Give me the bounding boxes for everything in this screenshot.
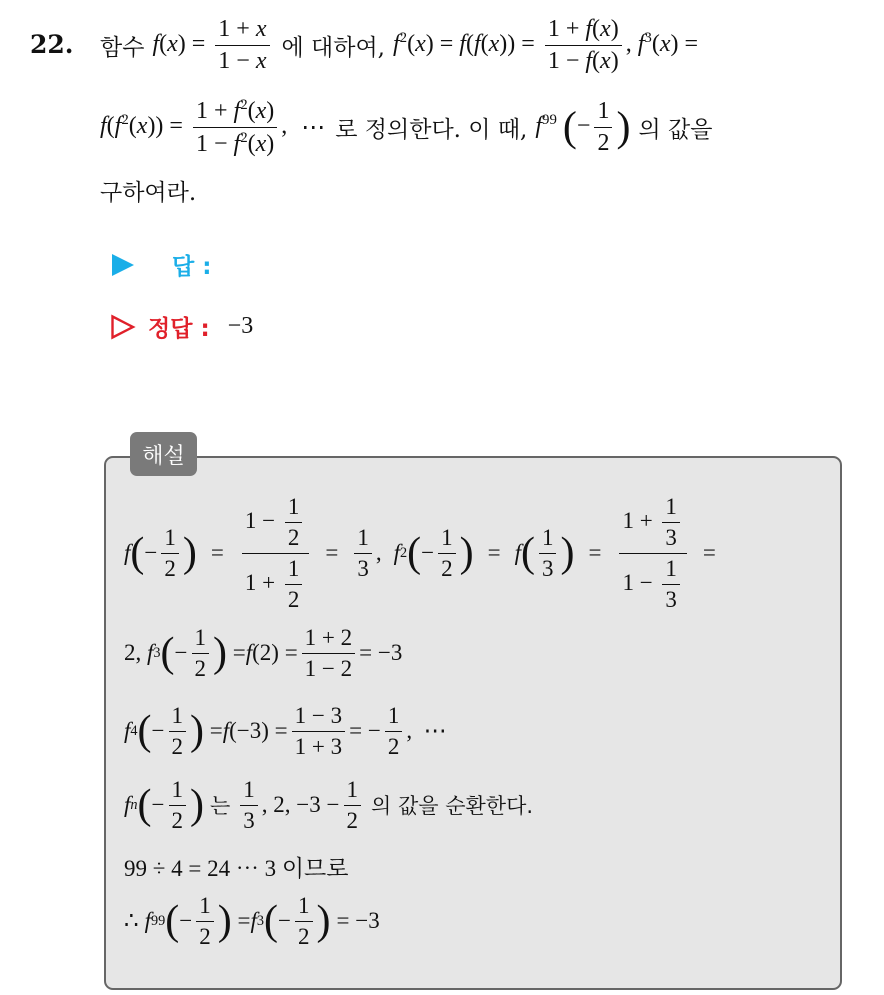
- fraction: $\frac{1}{2}$: [295, 893, 313, 950]
- fraction: $\frac{1 - 3}{1 + 3}$: [292, 703, 345, 760]
- solution-text-is: 는: [210, 794, 231, 818]
- fraction: 1 + $\frac{1}{3}$ 1 − $\frac{1}{3}$: [619, 494, 686, 613]
- math-f-def: f(x) = $\frac{1 + x}{1 - x}$: [152, 16, 273, 75]
- answer-label: 답 :: [172, 254, 212, 280]
- fraction: $\frac{1 + f^2(x)}{1 - f^2(x)}$: [193, 97, 277, 158]
- fraction: 1 − $\frac{1}{2}$ 1 + $\frac{1}{2}$: [242, 494, 309, 613]
- fraction: $\frac{1}{2}$: [169, 703, 187, 760]
- fraction: $\frac{1}{2}$: [285, 494, 303, 551]
- correct-answer-label: 정답 :: [148, 316, 210, 342]
- fraction: $\frac{1}{3}$: [539, 525, 557, 582]
- solution-line-4: f n ( − $\frac{1}{2}$ ) 는 $\frac{1}{3}$ , 2, −3 − $\frac{1}{2}$ 의 값을 순환한다.: [124, 776, 534, 833]
- fraction: $\frac{1}{2}$: [192, 625, 210, 682]
- solution-line-1: f ( − $\frac{1}{2}$ ) = 1 − $\frac{1}{2}$ 1 + $\frac{1}{2}$ = $\frac{1}{3}$ , f 2 ( − $\frac{1}{2}$ ) = f ( $\frac{1}{3}$ ) = 1 + $\frac{1}{3}$ 1 − $\frac{1}{3}$ =: [124, 493, 716, 612]
- solution-line-5: 99 ÷ 4 = 24 ⋯ 3 이므로: [124, 856, 349, 881]
- problem-text-define: 로 정의한다. 이 때,: [335, 116, 528, 143]
- play-triangle-icon: [110, 252, 136, 278]
- math-f99-query: $f^{99}$ (− $\frac{1}{2}$ ): [535, 97, 631, 156]
- fraction: $\frac{1 + x}{1 - x}$: [215, 16, 269, 75]
- problem-line-1: [100, 14, 698, 76]
- fraction: $\frac{1}{2}$: [438, 525, 456, 582]
- math-f2-def: $f^2(x) = f(f(x))$ = $\frac{1 + f(x)}{1 - f(x)}$ , $f^3(x)$ =: [393, 15, 698, 74]
- fraction: $\frac{1}{3}$: [662, 556, 680, 613]
- problem-text-value-of: 의 값을: [638, 116, 713, 143]
- fraction: $\frac{1}{3}$: [354, 525, 372, 582]
- problem-text-about: 에 대하여,: [281, 34, 385, 61]
- problem-line-2: [100, 96, 712, 158]
- problem-number: 22.: [30, 30, 74, 59]
- math-f3-def: $f(f^2(x))$ = $\frac{1 + f^2(x)}{1 - f^2(x)}$ ,: [100, 96, 288, 157]
- fraction: $\frac{1 + 2}{1 - 2}$: [302, 625, 355, 682]
- fraction: $\frac{1}{2}$: [594, 98, 612, 157]
- correct-answer-row: [110, 310, 253, 343]
- fraction: $\frac{1}{2}$: [161, 525, 179, 582]
- ellipsis: ⋯: [301, 114, 326, 141]
- solution-tag: 해설: [130, 432, 197, 476]
- solution-line-6: ∴ f 99 ( − $\frac{1}{2}$ ) = f 3 ( − $\frac{1}{2}$ ) = −3: [124, 892, 380, 949]
- fraction: $\frac{1 + f(x)}{1 - f(x)}$: [545, 16, 622, 75]
- outline-triangle-icon: [110, 314, 136, 340]
- solution-final-value: = −3: [336, 908, 380, 933]
- correct-answer-value: −3: [227, 313, 254, 339]
- fraction: $\frac{1}{2}$: [196, 893, 214, 950]
- problem-text-function: 함수: [100, 34, 145, 61]
- fraction: $\frac{1}{3}$: [240, 777, 258, 834]
- solution-text-cycle: 의 값을 순환한다.: [371, 794, 534, 818]
- fraction: $\frac{1}{2}$: [285, 556, 303, 613]
- solution-line-3: f 4 ( − $\frac{1}{2}$ ) = f (−3) = $\frac{1 - 3}{1 + 3}$ = − $\frac{1}{2}$ , ⋯: [124, 702, 447, 759]
- problem-text-find: 구하여라.: [100, 180, 197, 206]
- fraction: $\frac{1}{2}$: [344, 777, 362, 834]
- answer-row: [110, 248, 225, 281]
- fraction: $\frac{1}{2}$: [385, 703, 403, 760]
- fraction: $\frac{1}{3}$: [662, 494, 680, 551]
- fraction: $\frac{1}{2}$: [169, 777, 187, 834]
- solution-line-2: 2, f 3 ( − $\frac{1}{2}$ ) = f (2) = $\frac{1 + 2}{1 - 2}$ = −3: [124, 624, 403, 681]
